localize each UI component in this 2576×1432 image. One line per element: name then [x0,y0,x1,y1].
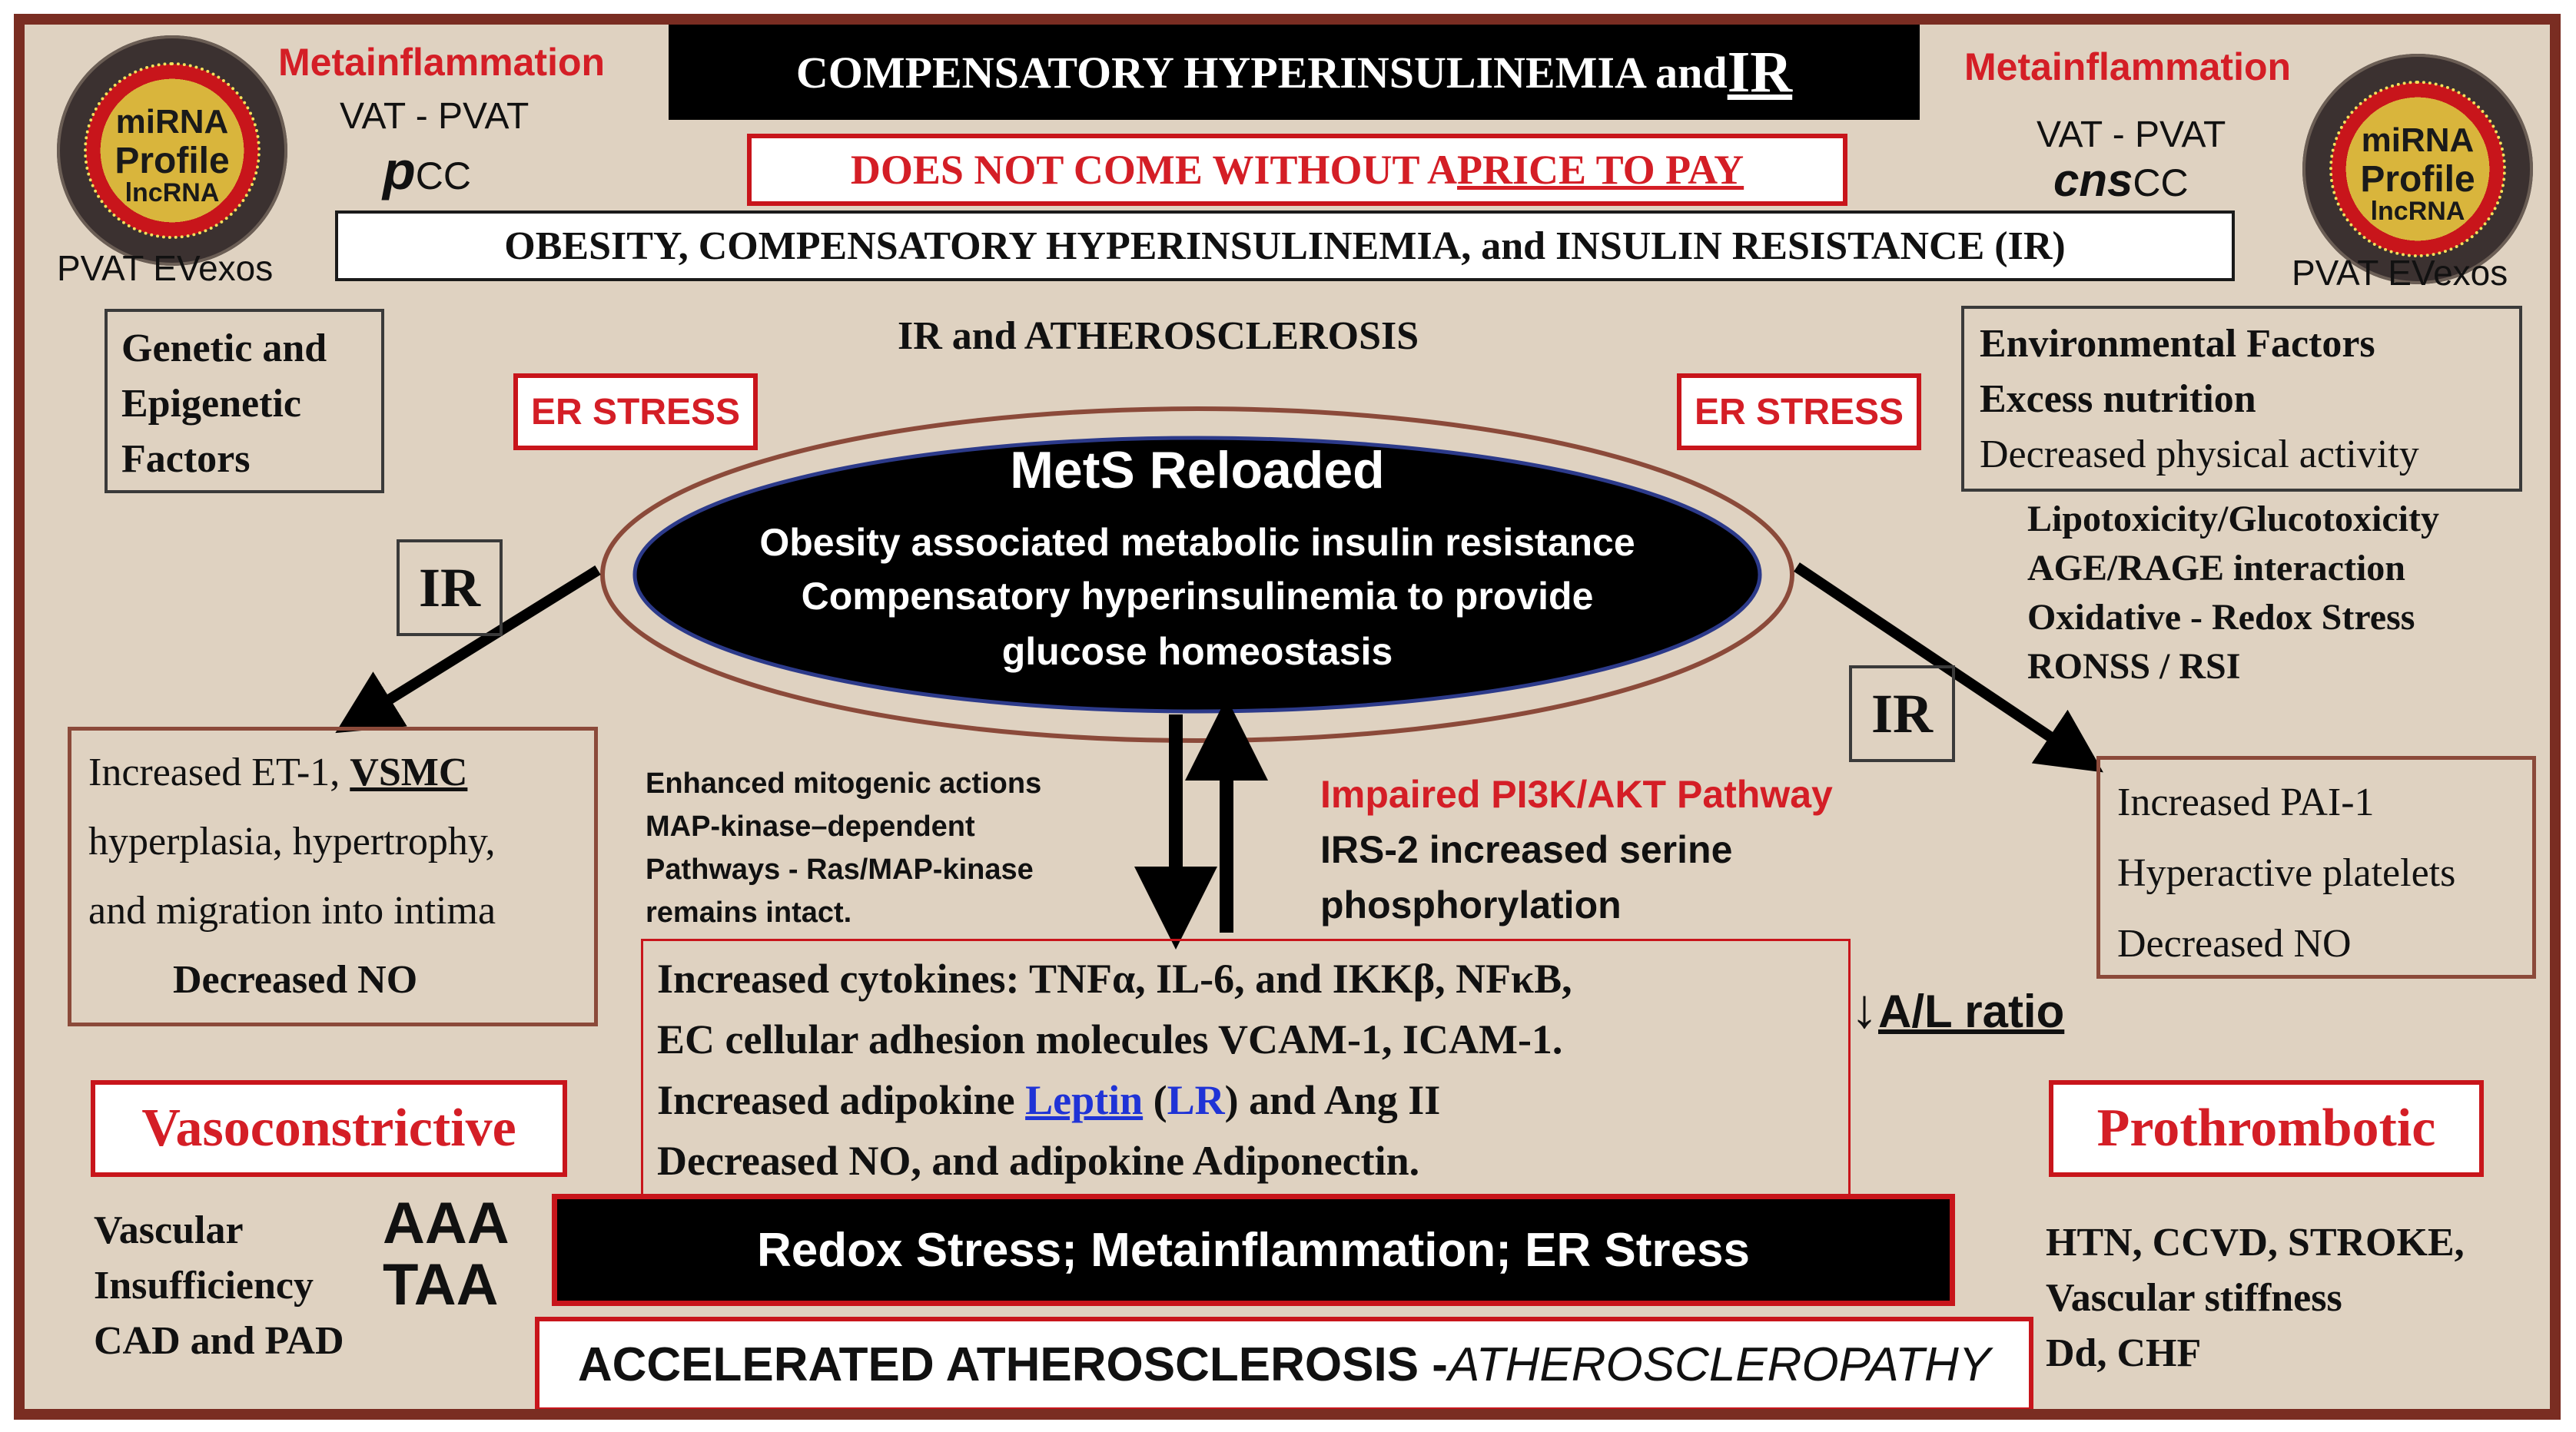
badge-left-line3: lncRNA [124,178,220,207]
cytokines-line-4: Decreased NO, and adipokine Adiponectin. [657,1138,1420,1184]
al-ratio-arrow: ↓ [1851,978,1878,1039]
env-line-1: Environmental Factors [1980,322,2375,366]
pi3k-line-1: IRS-2 increased serine [1320,828,1733,871]
genetic-line-2: Epigenetic [121,382,301,426]
cytokines-box [641,939,1851,1200]
pi3k-title: Impaired PI3K/AKT Pathway [1320,773,1833,816]
mitogenic-line-4: remains intact. [646,897,852,929]
left-effect-2: hyperplasia, hypertrophy, [88,820,496,864]
cnscc-suffix: CC [2133,161,2189,204]
left-effect-4: Decreased NO [173,958,418,1002]
left-bottom-1: Vascular [94,1208,244,1252]
price-link: PRICE TO PAY [1457,147,1744,193]
right-effect-1: Increased PAI-1 [2117,781,2375,824]
env-line-3: Decreased physical activity [1980,433,2419,476]
badge-right-line1: miRNA [2361,121,2475,159]
cytokines-line-3 [657,1070,1834,1131]
stress-item-1: Lipotoxicity/Glucotoxicity [2027,499,2439,539]
badge-right-line2: Profile [2360,159,2475,200]
genetic-line-3: Factors [121,437,251,481]
cytokines-line-1: Increased cytokines: TNFα, IL-6, and IKKβ, NFκB, [657,956,1572,1002]
left-bottom-list [94,1203,344,1369]
cytokines-line-3-mid: ( [1143,1077,1167,1123]
mitogenic-line-1: Enhanced mitogenic actions [646,767,1042,800]
badge-right-line3: lncRNA [2370,197,2465,226]
badge-left-line2: Profile [115,141,230,181]
er-stress-right: ER STRESS [1677,373,1921,450]
center-line-3: glucose homeostasis [1001,630,1393,673]
pi3k-line-2: phosphorylation [1320,883,1622,926]
ir-atherosclerosis-label: IR and ATHEROSCLEROSIS [898,314,1419,358]
ir-box-left: IR [397,539,503,636]
vasoconstrictive-box: Vasoconstrictive [91,1080,567,1177]
obesity-line: OBESITY, COMPENSATORY HYPERINSULINEMIA, and INSULIN RESISTANCE (IR) [504,224,2066,268]
left-effect-3: and migration into intima [88,889,496,933]
title-ir: IR [1727,39,1793,104]
aaa-label: AAA [383,1191,510,1256]
right-effect-2: Hyperactive platelets [2117,851,2456,895]
cytokines-line-3-pre: Increased adipokine [657,1077,1026,1123]
vat-pvat-left: VAT - PVAT [340,96,529,137]
left-effect-1 [88,738,577,807]
accelerated-pre: ACCELERATED ATHEROSCLEROSIS - [577,1338,1448,1391]
right-bottom-2: Vascular stiffness [2046,1276,2342,1320]
stress-item-2: AGE/RAGE interaction [2027,548,2405,588]
vat-pvat-right: VAT - PVAT [2037,114,2226,155]
pvat-evexos-right: PVAT EVexos [2292,253,2508,293]
right-bottom-1: HTN, CCVD, STROKE, [2046,1221,2465,1265]
left-effects-box [68,727,598,1026]
accelerated-italic: ATHEROSCLEROPATHY [1447,1338,1991,1391]
diagram-panel [14,14,2561,1420]
leptin-link: Leptin [1025,1077,1144,1123]
stress-item-4: RONSS / RSI [2027,646,2241,687]
right-effects-box [2096,756,2536,979]
pcc-suffix: CC [415,154,471,197]
metainflammation-left: Metainflammation [278,41,606,84]
pcc-prefix: p [383,141,416,201]
al-ratio-text: A/L ratio [1878,986,2065,1037]
vsmc-link: VSMC [350,751,468,794]
pi3k-text [1320,767,1833,933]
cytokines-line-3-post: ) and Ang II [1224,1077,1441,1123]
right-effect-3: Decreased NO [2117,922,2352,966]
genetic-line-1: Genetic and [121,327,327,370]
taa-label: TAA [383,1252,499,1318]
prothrombotic-box: Prothrombotic [2049,1080,2484,1177]
redox-stress-bar: Redox Stress; Metainflammation; ER Stress [552,1194,1955,1306]
center-line-1: Obesity associated metabolic insulin resistance [759,521,1635,564]
center-line-2: Compensatory hyperinsulinemia to provide [801,575,1594,618]
accelerated-box [535,1317,2033,1412]
badge-left-line1: miRNA [115,103,229,141]
mitogenic-line-2: MAP-kinase–dependent [646,810,975,843]
env-line-2: Excess nutrition [1980,377,2256,421]
mitogenic-text [646,762,1041,934]
er-stress-left: ER STRESS [513,373,758,450]
lr-label: LR [1167,1077,1225,1123]
mets-reloaded-title: MetS Reloaded [1010,441,1385,499]
al-ratio [1851,977,2064,1040]
right-bottom-list [2046,1215,2465,1381]
metainflammation-right: Metainflammation [1964,45,2292,88]
stress-item-3: Oxidative - Redox Stress [2027,597,2415,638]
left-bottom-3: CAD and PAD [94,1319,344,1363]
price-pre: DOES NOT COME WITHOUT A [850,147,1458,193]
cnscc-prefix: cns [2053,154,2133,206]
mitogenic-line-3: Pathways - Ras/MAP-kinase [646,854,1034,886]
left-bottom-2: Insufficiency [94,1264,314,1308]
cytokines-line-2: EC cellular adhesion molecules VCAM-1, ICAM-1. [657,1016,1563,1062]
title-main: COMPENSATORY HYPERINSULINEMIA and [795,47,1728,98]
left-effect-1-pre: Increased ET-1, [88,751,350,794]
ir-box-right: IR [1849,665,1955,762]
right-bottom-3: Dd, CHF [2046,1331,2202,1375]
pvat-evexos-left: PVAT EVexos [57,248,274,288]
